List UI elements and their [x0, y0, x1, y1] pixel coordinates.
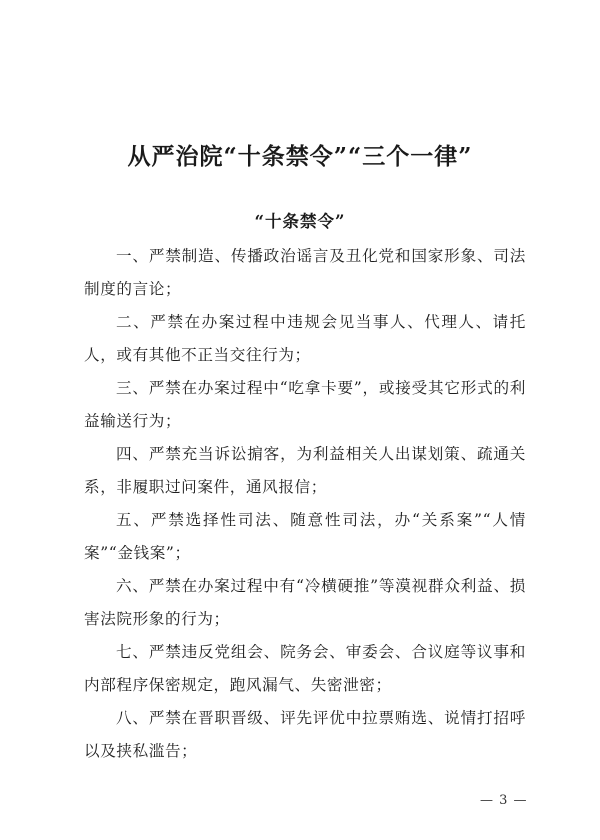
document-title: 从严治院“十条禁令”“三个一律” [127, 143, 473, 170]
page-number: — 3 — [480, 793, 528, 808]
prohibition-item: 三、严禁在办案过程中“吃拿卡要”，或接受其它形式的利益输送行为； [84, 379, 526, 430]
prohibition-item: 六、严禁在办案过程中有“冷横硬推”等漠视群众利益、损害法院形象的行为； [84, 577, 526, 628]
prohibition-item: 四、严禁充当诉讼掮客，为利益相关人出谋划策、疏通关系，非履职过问案件，通风报信； [84, 445, 526, 496]
prohibition-list [84, 240, 526, 768]
prohibition-item: 七、严禁违反党组会、院务会、审委会、合议庭等议事和内部程序保密规定，跑风漏气、失密泄密； [84, 643, 526, 694]
prohibition-item: 二、严禁在办案过程中违规会见当事人、代理人、请托人，或有其他不正当交往行为； [84, 313, 526, 364]
prohibition-item: 八、严禁在晋职晋级、评先评优中拉票贿选、说情打招呼以及挟私滥告； [84, 709, 526, 760]
prohibition-item: 五、严禁选择性司法、随意性司法，办“关系案”“人情案”“金钱案”； [84, 511, 526, 562]
prohibition-item: 一、严禁制造、传播政治谣言及丑化党和国家形象、司法制度的言论； [84, 247, 526, 298]
section-heading: “十条禁令” [254, 212, 346, 231]
